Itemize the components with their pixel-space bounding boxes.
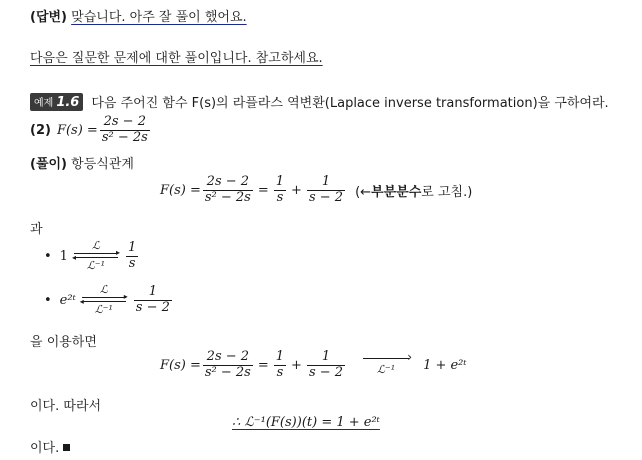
eq2-num3: 1 [321,349,331,364]
eq1-note-suffix: 로 고침.) [421,184,473,200]
eq2-plus: + [291,357,302,373]
eq1-note-prefix: (← [355,184,372,200]
answer-text-part1: 맞습니다. [71,10,126,25]
eq2-den2: s [276,364,284,380]
using-text: 을 이용하면 [30,335,97,350]
answer-text-part2: 아주 잘 풀이 했어요. [125,10,247,25]
eq2-result: 1 + e²ᵗ [423,357,467,373]
eq2-num1: 2s − 2 [206,349,250,364]
eq2-arrow-label: ℒ⁻¹ [376,363,396,377]
qed-square-icon [63,444,70,451]
eq2-arrow [363,354,409,376]
eq2-equals: = [257,357,269,373]
pair2-lhs: e²ᵗ [59,292,76,308]
pair1-double-arrow: ℒ ▸ ◂ ℒ⁻¹ [71,239,120,273]
example-line [30,92,609,111]
example-badge [30,93,83,111]
example-badge-number: 1.6 [56,94,80,110]
pair2-num: 1 [148,283,157,299]
eq2-num2: 1 [275,349,285,364]
conclusion-equation: ∴ ℒ⁻¹(F(s))(t) = 1 + e²ᵗ [232,415,380,430]
eq1-num3: 1 [321,174,331,189]
eq2-den3: s − 2 [308,364,344,380]
pair1-num: 1 [127,239,137,255]
pair1-bullet: • [44,248,52,264]
problem-label: (2) [30,122,51,138]
end-line [30,437,70,456]
example-badge-label: 예제 [34,97,54,109]
equation-partial-fraction [160,175,472,206]
therefore-text: 이다. 따라서 [30,399,102,414]
pair2-double-arrow: ℒ ▸ ◂ ℒ⁻¹ [79,283,128,317]
answer-line [30,6,247,25]
eq1-den2: s [276,189,284,205]
intro-text: 다음은 질문한 문제에 대한 풀이입니다. 참고하세요. [30,51,323,66]
transform-pair-1 [44,240,140,272]
problem-denominator: s² − 2s [101,129,148,145]
problem-fraction [100,115,150,146]
eq1-num1: 2s − 2 [206,174,250,189]
solution-line [30,153,134,172]
pair2-den: s − 2 [135,299,170,315]
solution-tag: (풀이) [30,157,67,172]
eq1-note [355,181,472,200]
eq1-num2: 1 [275,174,285,189]
eq1-plus: + [291,182,302,198]
pair2-bullet: • [44,292,52,308]
equation-inverse [160,350,467,381]
transform-pair-2 [44,284,174,316]
answer-tag: (답변) [30,10,67,25]
pair1-arrow-bottom: ℒ⁻¹ [86,259,106,273]
pair1-den: s [128,255,136,271]
eq1-equals: = [257,182,269,198]
pair2-arrow-bottom: ℒ⁻¹ [94,303,113,317]
problem-lhs: F(s) = [56,122,98,138]
pair2-arrow-top: ℒ [99,283,108,296]
eq2-den1: s² − 2s [204,364,251,380]
example-statement: 다음 주어진 함수 F(s)의 라플라스 역변환(Laplace inverse transformation)을 구하여라. [91,96,609,111]
connector-text: 과 [30,222,43,237]
problem-line [30,115,152,146]
eq1-lhs: F(s) = [160,182,201,198]
pair1-arrow-top: ℒ [91,239,100,252]
answer-text [71,10,247,25]
eq1-note-bold: 부분분수 [371,184,422,200]
eq1-den1: s² − 2s [204,189,251,205]
end-text: 이다. [30,441,60,456]
problem-numerator: 2s − 2 [103,114,146,129]
eq1-den3: s − 2 [308,189,344,205]
eq2-lhs: F(s) = [160,357,201,373]
pair1-lhs: 1 [59,248,68,264]
solution-method: 항등식관계 [71,157,134,172]
